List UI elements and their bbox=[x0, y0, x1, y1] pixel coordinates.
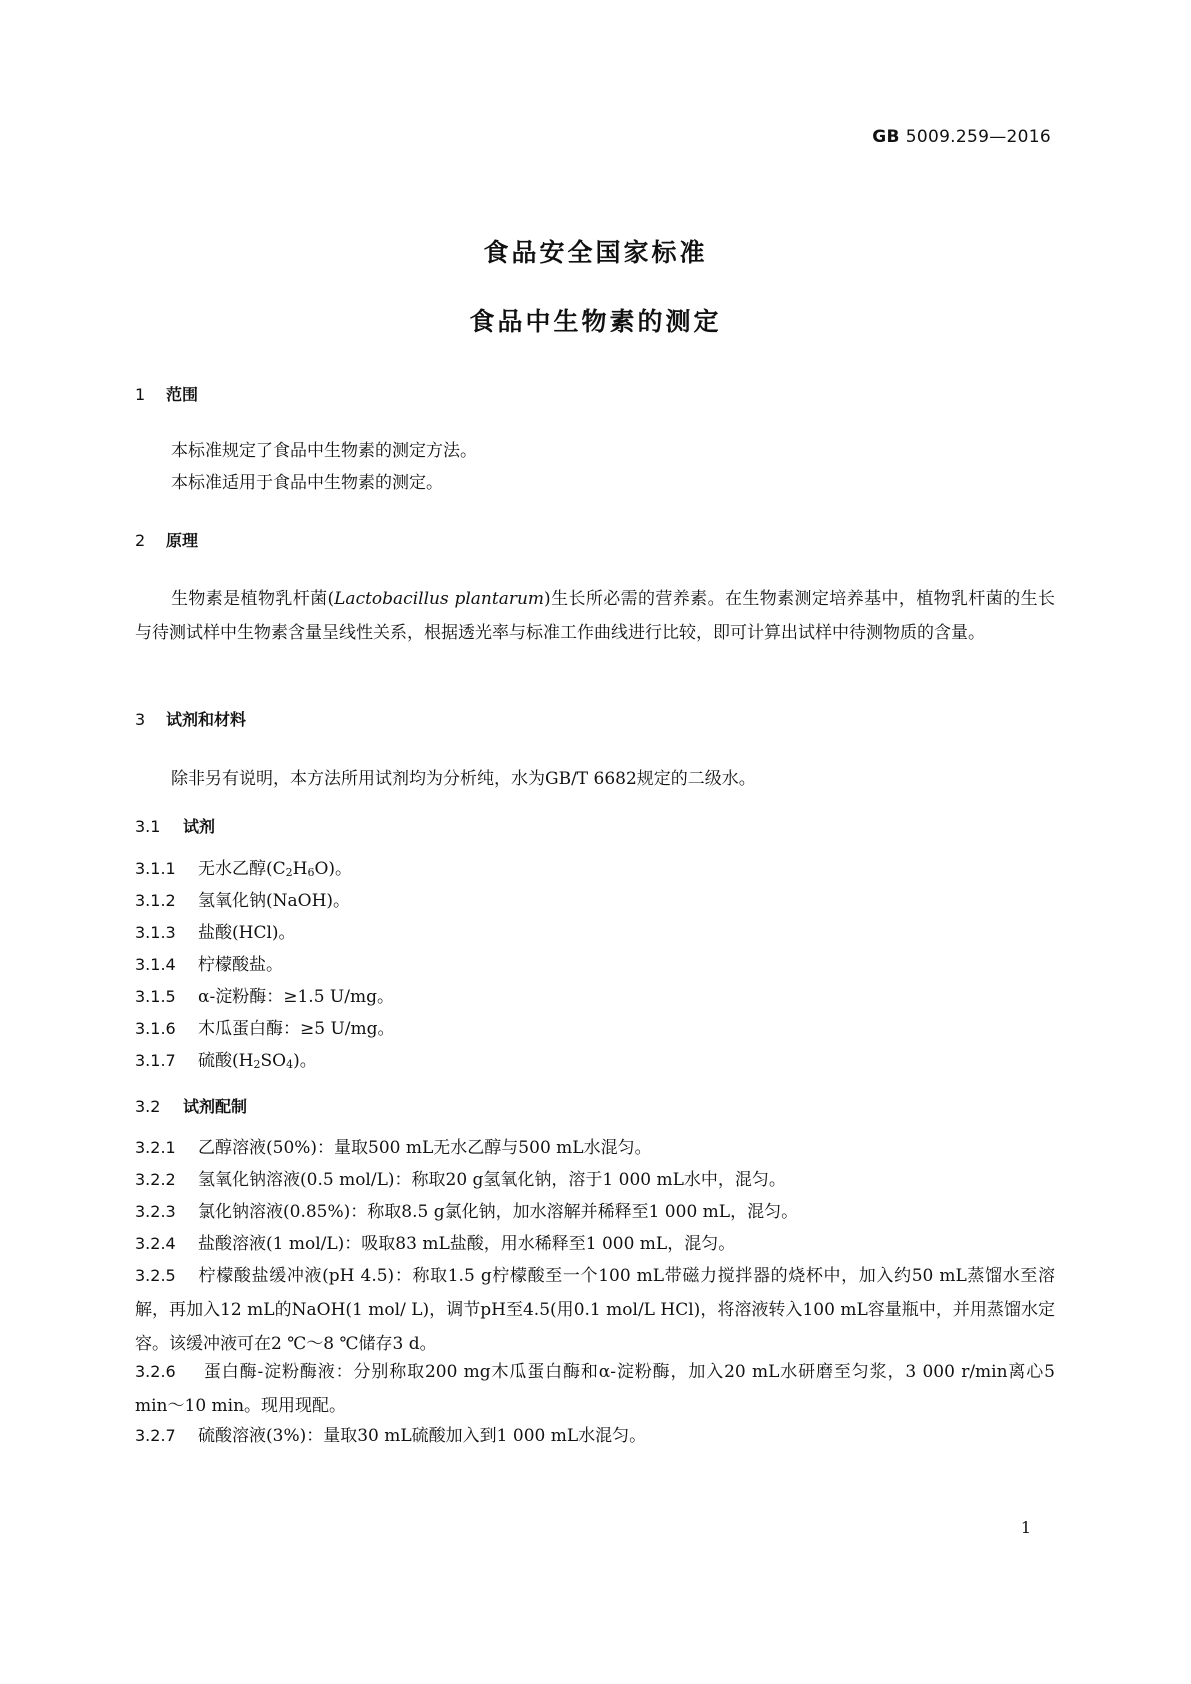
section-1-para-2: 本标准适用于食品中生物素的测定。 bbox=[171, 473, 443, 493]
reagent-3-1-3 bbox=[135, 916, 1055, 950]
section-2-heading bbox=[135, 524, 1055, 558]
item-number: 3.2.3 bbox=[135, 1202, 176, 1221]
standard-number: 5009.259—2016 bbox=[905, 127, 1051, 147]
principle-text-b: )生长所必需的营养素。在生物素测定培养基中，植物乳杆菌的生长与待测试样中生物素含量呈线性关系，根据透光率与标准工作曲线进行比较，即可计算出试样中待测物质的含量。 bbox=[135, 589, 1055, 643]
standard-prefix: GB bbox=[872, 127, 900, 147]
item-text: 硫酸溶液(3%)：量取30 mL硫酸加入到1 000 mL水混匀。 bbox=[198, 1426, 647, 1446]
item-number: 3.2.4 bbox=[135, 1234, 176, 1253]
item-text: 氢氧化钠溶液(0.5 mol/L)：称取20 g氢氧化钠，溶于1 000 mL水中，混匀。 bbox=[198, 1170, 786, 1190]
prep-3-2-1 bbox=[135, 1131, 1055, 1165]
document-title: 食品安全国家标准 bbox=[483, 238, 708, 267]
subscript: 2 bbox=[253, 1058, 261, 1071]
prep-3-2-7 bbox=[135, 1419, 1055, 1453]
prep-3-2-6 bbox=[135, 1355, 1055, 1423]
section-1-heading bbox=[135, 378, 1055, 412]
item-number: 3.2.5 bbox=[135, 1266, 176, 1285]
item-number: 3.1.3 bbox=[135, 923, 176, 942]
section-3-2-heading bbox=[135, 1090, 1055, 1124]
item-text: 无水乙醇(C bbox=[198, 859, 286, 879]
item-number: 3.2.1 bbox=[135, 1138, 176, 1157]
section-title: 试剂和材料 bbox=[166, 710, 247, 729]
item-text: 柠檬酸盐。 bbox=[198, 955, 283, 975]
subscript: 4 bbox=[286, 1058, 294, 1071]
item-text: 氯化钠溶液(0.85%)：称取8.5 g氯化钠，加水溶解并稀释至1 000 mL，混匀。 bbox=[198, 1202, 799, 1222]
section-3-1-heading bbox=[135, 810, 1055, 844]
item-text: 木瓜蛋白酶：≥5 U/mg。 bbox=[198, 1019, 395, 1039]
principle-text-a: 生物素是植物乳杆菌( bbox=[171, 589, 335, 609]
item-number: 3.2.7 bbox=[135, 1426, 176, 1445]
subscript: 6 bbox=[307, 866, 315, 879]
species-name: Lactobacillus plantarum bbox=[334, 589, 545, 609]
section-2-para bbox=[135, 582, 1055, 650]
item-number: 3.1.5 bbox=[135, 987, 176, 1006]
section-number: 3.1 bbox=[135, 817, 161, 836]
item-text: 柠檬酸盐缓冲液(pH 4.5)：称取1.5 g柠檬酸至一个100 mL带磁力搅拌器的烧杯中，加入约50 mL蒸馏水至溶解，再加入12 mL的NaOH(1 mol/ L)，调节pH至4.5(用0.1 mol/L HCl)，将溶液转入100 mL容量瓶中，并用蒸馏水定容。该缓冲液可在2 ℃～8 ℃储存3 d。 bbox=[135, 1266, 1055, 1354]
page-number: 1 bbox=[1020, 1518, 1031, 1537]
item-text: O)。 bbox=[314, 859, 353, 879]
item-text: 氢氧化钠(NaOH)。 bbox=[198, 891, 351, 911]
reagent-3-1-5 bbox=[135, 980, 1055, 1014]
section-title: 原理 bbox=[166, 531, 199, 550]
item-number: 3.2.2 bbox=[135, 1170, 176, 1189]
item-text: SO bbox=[260, 1051, 287, 1071]
section-title: 试剂配制 bbox=[183, 1097, 248, 1116]
section-number: 3 bbox=[135, 710, 146, 729]
item-text: 盐酸溶液(1 mol/L)：吸取83 mL盐酸，用水稀释至1 000 mL，混匀。 bbox=[198, 1234, 736, 1254]
section-number: 3.2 bbox=[135, 1097, 161, 1116]
prep-3-2-4 bbox=[135, 1227, 1055, 1261]
prep-3-2-3 bbox=[135, 1195, 1055, 1229]
section-title: 试剂 bbox=[183, 817, 216, 836]
item-text: 盐酸(HCl)。 bbox=[198, 923, 296, 943]
item-text: α-淀粉酶：≥1.5 U/mg。 bbox=[198, 987, 394, 1007]
reagent-3-1-4 bbox=[135, 948, 1055, 982]
section-1-para-1: 本标准规定了食品中生物素的测定方法。 bbox=[171, 441, 477, 461]
prep-3-2-5 bbox=[135, 1259, 1055, 1361]
item-text: 蛋白酶-淀粉酶液：分别称取200 mg木瓜蛋白酶和α-淀粉酶，加入20 mL水研磨至匀浆，3 000 r/min离心5 min～10 min。现用现配。 bbox=[135, 1362, 1055, 1416]
item-number: 3.1.7 bbox=[135, 1051, 176, 1070]
item-number: 3.1.1 bbox=[135, 859, 176, 878]
section-number: 2 bbox=[135, 531, 146, 550]
item-text: H bbox=[292, 859, 308, 879]
document-subtitle: 食品中生物素的测定 bbox=[469, 307, 722, 336]
prep-3-2-2 bbox=[135, 1163, 1055, 1197]
reagent-3-1-7 bbox=[135, 1044, 1055, 1082]
subscript: 2 bbox=[285, 866, 293, 879]
item-text: )。 bbox=[293, 1051, 317, 1071]
item-number: 3.1.6 bbox=[135, 1019, 176, 1038]
section-title: 范围 bbox=[166, 385, 199, 404]
section-3-heading bbox=[135, 703, 1055, 737]
item-number: 3.1.4 bbox=[135, 955, 176, 974]
reagent-3-1-6 bbox=[135, 1012, 1055, 1046]
item-text: 乙醇溶液(50%)：量取500 mL无水乙醇与500 mL水混匀。 bbox=[198, 1138, 652, 1158]
reagent-3-1-2 bbox=[135, 884, 1055, 918]
item-number: 3.2.6 bbox=[135, 1362, 176, 1381]
item-number: 3.1.2 bbox=[135, 891, 176, 910]
item-text: 硫酸(H bbox=[198, 1051, 254, 1071]
section-number: 1 bbox=[135, 385, 146, 404]
standard-code bbox=[872, 127, 1051, 147]
section-3-intro: 除非另有说明，本方法所用试剂均为分析纯，水为GB/T 6682规定的二级水。 bbox=[171, 769, 756, 789]
